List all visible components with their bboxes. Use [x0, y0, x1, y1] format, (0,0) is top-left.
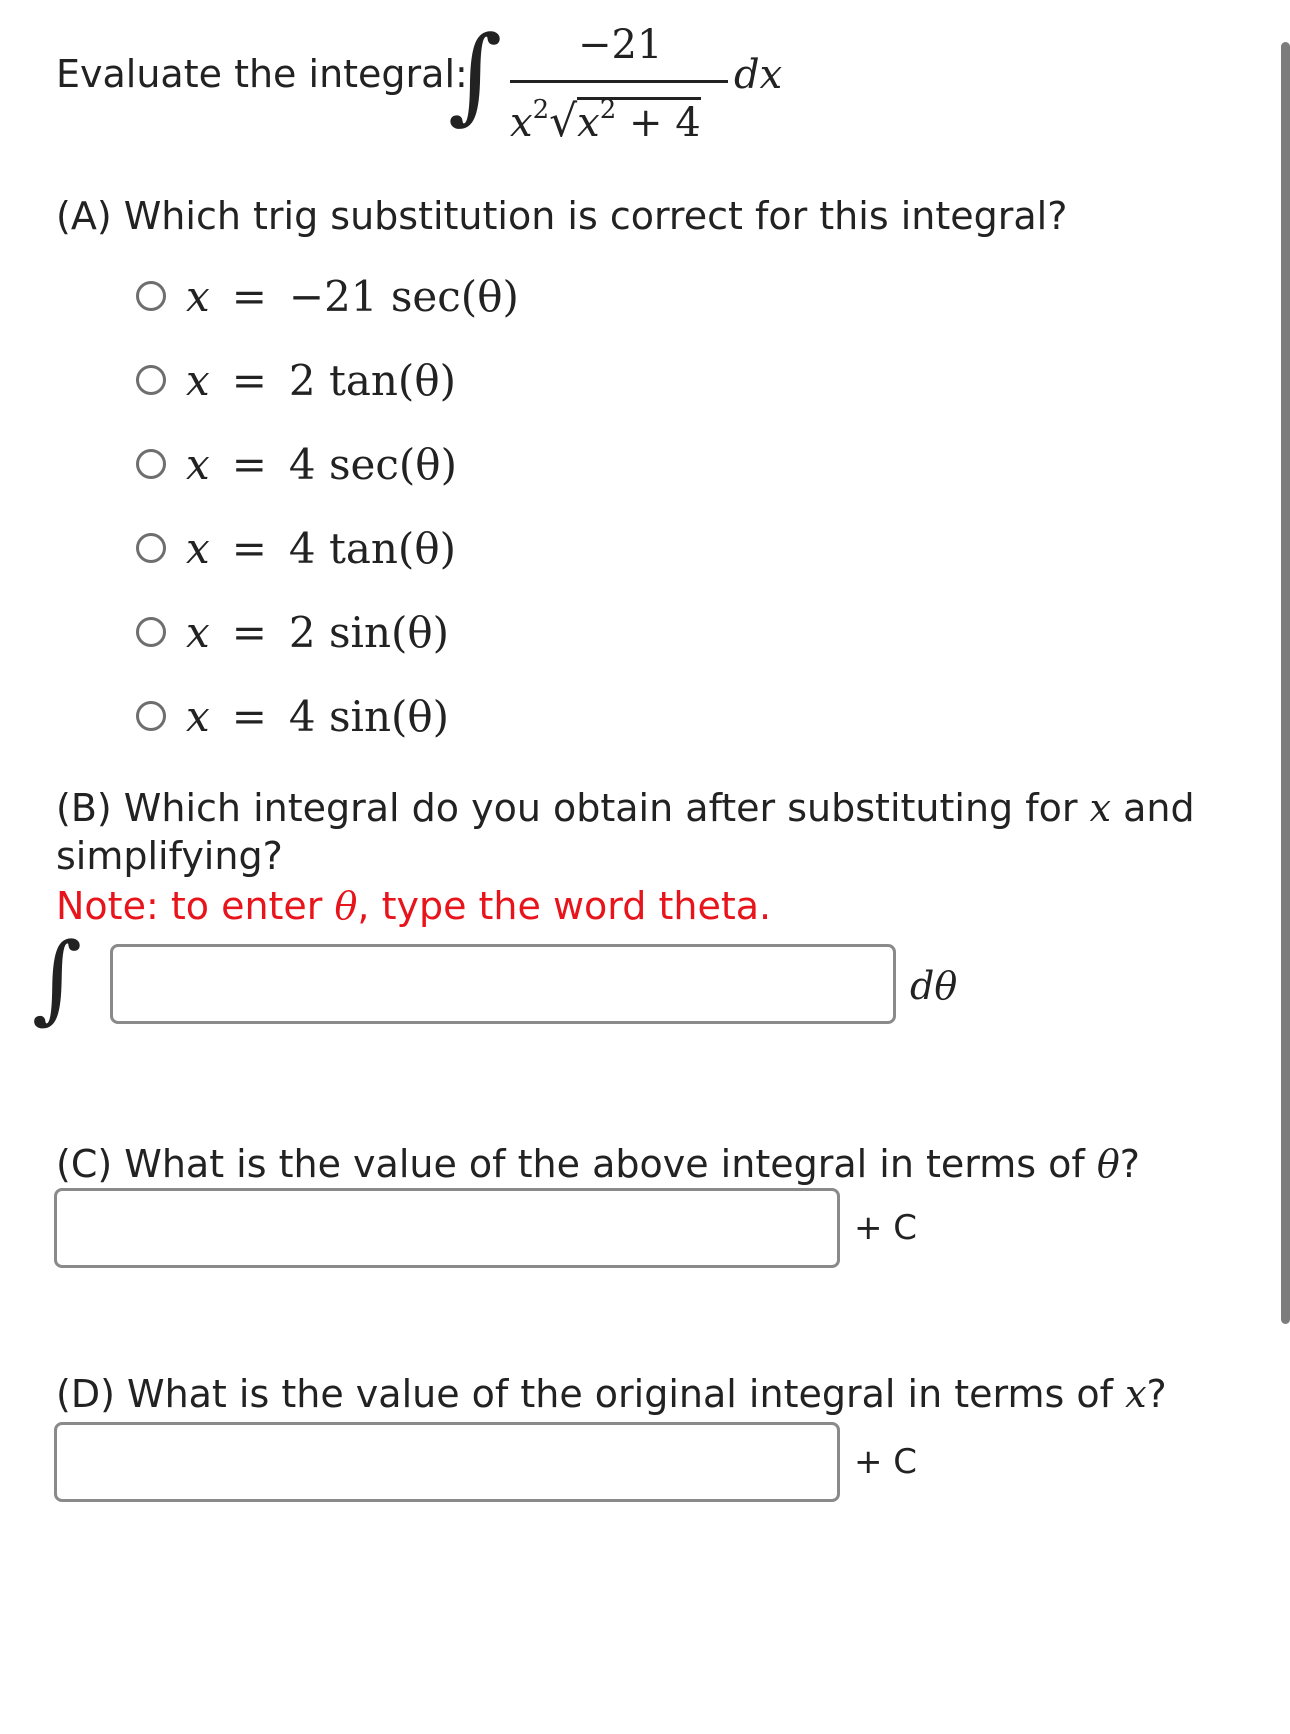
plus-c-label: + C [854, 1442, 918, 1482]
radio-button[interactable] [136, 533, 166, 563]
denominator-variable: x [510, 100, 533, 146]
theta-answer-input[interactable] [54, 1188, 840, 1268]
option-label: x = 4 sec(θ) [186, 439, 457, 489]
radicand-exponent: 2 [599, 95, 617, 125]
part-d-question: (D) What is the value of the original integral in terms of x? [56, 1372, 1167, 1416]
option-row[interactable] [136, 518, 456, 578]
option-label: x = 4 sin(θ) [186, 691, 450, 741]
option-row[interactable] [136, 602, 449, 662]
integral-sign-icon: ∫ [32, 922, 83, 1034]
radio-button[interactable] [136, 449, 166, 479]
option-label: x = 4 tan(θ) [186, 523, 456, 573]
plus-c-label: + C [854, 1208, 918, 1248]
integral-sign-icon: ∫ [448, 13, 503, 135]
radio-button[interactable] [136, 701, 166, 731]
radio-button[interactable] [136, 365, 166, 395]
option-label: x = −21 sec(θ) [186, 271, 519, 321]
radio-button[interactable] [136, 281, 166, 311]
radical-icon: √ [549, 96, 578, 147]
option-row[interactable] [136, 686, 449, 746]
part-b-question-cont: simplifying? [56, 834, 283, 878]
integrand-differential: dx [734, 52, 783, 98]
part-c-question: (C) What is the value of the above integral in terms of θ? [56, 1142, 1140, 1186]
option-row[interactable] [136, 350, 456, 410]
x-answer-input[interactable] [54, 1422, 840, 1502]
fraction-bar [510, 80, 728, 83]
integrand-input[interactable] [110, 944, 896, 1024]
radicand-variable: x [577, 100, 600, 146]
note-text: Note: to enter θ, type the word theta. [56, 884, 772, 928]
radicand-constant: + 4 [616, 100, 701, 146]
denominator-exponent: 2 [532, 95, 550, 125]
integrand-numerator: −21 [578, 22, 663, 68]
option-label: x = 2 tan(θ) [186, 355, 456, 405]
prompt-label: Evaluate the integral: [56, 52, 468, 96]
part-a-question: (A) Which trig substitution is correct for this integral? [56, 194, 1068, 238]
radio-button[interactable] [136, 617, 166, 647]
scrollbar[interactable] [1281, 42, 1290, 1324]
radicand [577, 97, 701, 144]
option-label: x = 2 sin(θ) [186, 607, 450, 657]
option-row[interactable] [136, 434, 457, 494]
option-row[interactable] [136, 266, 519, 326]
part-b-question: (B) Which integral do you obtain after substituting for x and [56, 786, 1195, 830]
d-theta-label: dθ [910, 964, 958, 1008]
integrand-denominator [510, 96, 701, 147]
